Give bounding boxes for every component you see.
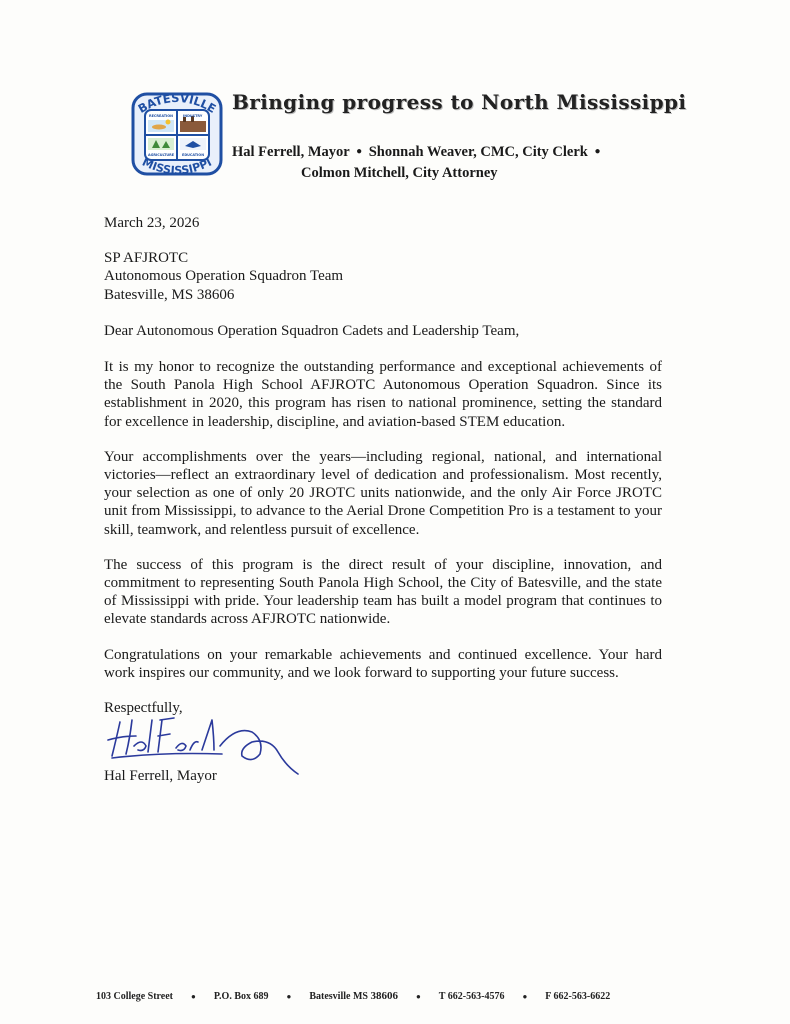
recipient-line-3: Batesville, MS 38606 — [104, 286, 235, 303]
footer-po-box: P.O. Box 689 — [213, 991, 269, 1002]
paragraph-1: It is my honor to recognize the outstanding performance and exceptional achievements of the South Panola High School AFJROTC Autonomous Operation Squadron. Since its establishment in 2020, this program has risen to national prominence, setting the standard for excellence in leadership, discipline, and aviation-based STEM education. — [104, 359, 662, 430]
bullet-separator: ● — [356, 146, 363, 157]
recipient-line-1: SP AFJROTC — [104, 250, 189, 267]
letterhead-footer — [96, 990, 686, 1002]
official-city-clerk: Shonnah Weaver, CMC, City Clerk — [368, 144, 588, 160]
official-city-attorney: Colmon Mitchell, City Attorney — [301, 165, 498, 181]
letterhead-officials — [232, 141, 672, 184]
signer-name: Hal Ferrell, Mayor — [104, 768, 217, 784]
seal-quadrant-recreation: RECREATION — [149, 114, 173, 118]
footer-city: Batesville MS — [309, 991, 368, 1002]
seal-quadrant-education: EDUCATION — [182, 153, 205, 157]
closing: Respectfully, — [104, 700, 183, 717]
seal-quadrant-industry: INDUSTRY — [183, 114, 203, 118]
salutation: Dear Autonomous Operation Squadron Cadets and Leadership Team, — [104, 322, 520, 339]
bullet-separator: ● — [522, 992, 528, 1001]
paragraph-2: Your accomplishments over the years—including regional, national, and international victories—reflect an extraordinary level of dedication and professionalism. Most recently, your selection as one of only 20 JROTC units nationwide, and the only Air Force JROTC unit from Mississippi, to advance to the Aerial Drone Competition Pro is a testament to your skill, teamwork, and relentless pursuit of excellence. — [104, 448, 662, 538]
official-mayor: Hal Ferrell, Mayor — [232, 144, 350, 160]
recipient-address — [104, 249, 662, 304]
seal-bottom-text: MISSISSIPPI — [140, 155, 214, 178]
footer-fax: F 662-563-6622 — [545, 991, 611, 1002]
seal-top-text: BATESVILLE — [135, 90, 219, 116]
footer-street: 103 College Street — [96, 991, 174, 1002]
footer-zip: 38606 — [370, 990, 398, 1002]
city-seal-logo — [125, 86, 229, 182]
paragraph-3: The success of this program is the direct result of your discipline, innovation, and commitment to representing South Panola High School, the City of Batesville, and the state of Mississippi with pride. Your leadership team has built a model program that continues to elevate standards across AFJROTC nationwide. — [104, 556, 662, 628]
bullet-separator: ● — [415, 992, 421, 1001]
officials-row-1 — [232, 141, 672, 163]
bullet-separator: ● — [594, 146, 601, 157]
seal-quadrant-agriculture: AGRICULTURE — [148, 153, 175, 157]
seal-graphic — [125, 86, 229, 182]
recipient-line-2: Autonomous Operation Squadron Team — [104, 268, 344, 285]
letter-date: March 23, 2026 — [104, 215, 200, 231]
footer-phone: T 662-563-4576 — [438, 991, 505, 1002]
bullet-separator: ● — [191, 992, 196, 1001]
paragraph-4: Congratulations on your remarkable achievements and continued excellence. Your hard work inspires our community, and we look forward to supporting your future success. — [104, 646, 662, 681]
bullet-separator: ● — [286, 992, 292, 1001]
letterhead-tagline: Bringing progress to North Mississippi — [232, 90, 687, 114]
letter-body — [104, 214, 662, 717]
